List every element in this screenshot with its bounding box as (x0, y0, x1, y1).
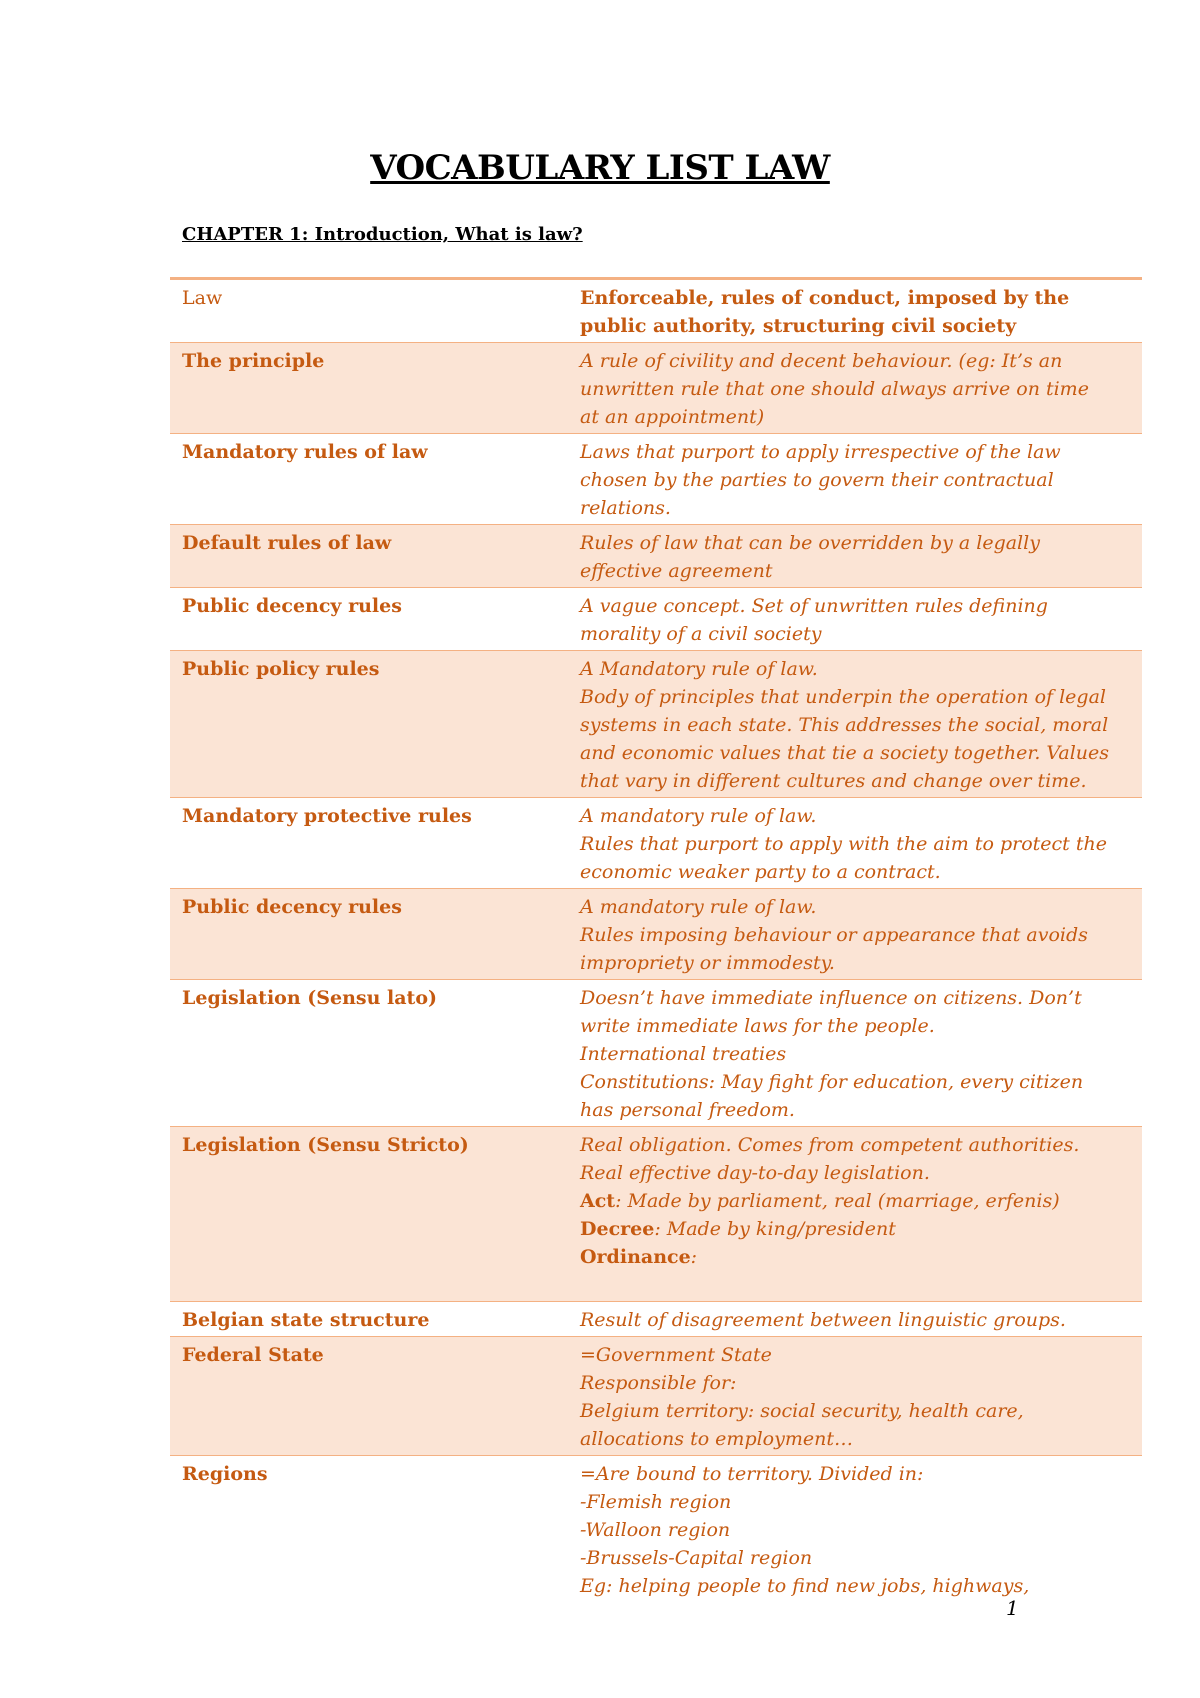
definition-line: systems in each state. This addresses the social, moral (580, 714, 1109, 736)
table-row (170, 1337, 1142, 1456)
decree-label: Decree (580, 1218, 655, 1240)
table-row (170, 1302, 1142, 1337)
definition-line: A rule of civility and decent behaviour. (eg: It’s an (580, 350, 1063, 372)
table-row (170, 889, 1142, 980)
definition-line (580, 1243, 1138, 1271)
term-cell: Belgian state structure (182, 1309, 430, 1331)
definition-line: A mandatory rule of law. (580, 805, 817, 827)
definition-line: Belgium territory: social security, health care, (580, 1400, 1024, 1422)
table-row (170, 1127, 1142, 1302)
definition-cell (580, 1302, 1142, 1336)
definition-line: Doesn’t have immediate influence on citizens. Don’t (580, 987, 1082, 1009)
definition-line: Eg: helping people to find new jobs, highways, (580, 1575, 1030, 1597)
term-cell: Mandatory protective rules (182, 805, 472, 827)
term-cell: The principle (182, 350, 325, 372)
term-cell: Legislation (Sensu Stricto) (182, 1134, 469, 1156)
definition-line: Real obligation. Comes from competent authorities. (580, 1134, 1080, 1156)
definition-line: A vague concept. Set of unwritten rules defining (580, 595, 1048, 617)
table-row (170, 525, 1142, 588)
header-definition (580, 280, 1142, 342)
definition-line: unwritten rule that one should always arrive on time (580, 378, 1089, 400)
term-cell: Legislation (Sensu lato) (182, 987, 437, 1009)
chapter-heading: CHAPTER 1: Introduction, What is law? (182, 224, 583, 245)
term-cell: Regions (182, 1463, 268, 1485)
definition-line: at an appointment) (580, 406, 765, 428)
definition-cell (580, 1337, 1142, 1455)
definition-line (580, 1187, 1138, 1215)
definition-cell (580, 1127, 1142, 1301)
vocabulary-table (170, 277, 1142, 1602)
definition-cell (580, 343, 1142, 433)
definition-line: A Mandatory rule of law. (580, 658, 818, 680)
definition-cell (580, 980, 1142, 1126)
header-term: Law (182, 287, 223, 309)
definition-cell (580, 798, 1142, 888)
act-label: Act (580, 1190, 616, 1212)
term-cell: Mandatory rules of law (182, 441, 428, 463)
definition-line: Constitutions: May fight for education, every citizen (580, 1071, 1084, 1093)
definition-cell (580, 588, 1142, 650)
term-cell: Default rules of law (182, 532, 392, 554)
definition-line: that vary in different cultures and change over time. (580, 770, 1087, 792)
definition-line: Responsible for: (580, 1372, 737, 1394)
definition-cell (580, 525, 1142, 587)
definition-line: =Are bound to territory. Divided in: (580, 1463, 924, 1485)
definition-line: allocations to employment… (580, 1428, 853, 1450)
definition-cell (580, 889, 1142, 979)
definition-line: write immediate laws for the people. (580, 1015, 935, 1037)
definition-cell (580, 651, 1142, 797)
definition-line: Rules of law that can be overridden by a legally (580, 532, 1040, 554)
term-cell: Public decency rules (182, 896, 402, 918)
table-row (170, 588, 1142, 651)
table-header-row (170, 280, 1142, 343)
empty-line (580, 1271, 1138, 1299)
definition-line: Laws that purport to apply irrespective of the law (580, 441, 1061, 463)
definition-line: Rules imposing behaviour or appearance that avoids (580, 924, 1088, 946)
definition-line: Rules that purport to apply with the aim to protect the (580, 833, 1107, 855)
definition-line: -Brussels-Capital region (580, 1547, 813, 1569)
table-row (170, 798, 1142, 889)
definition-line: and economic values that tie a society together. Values (580, 742, 1110, 764)
definition-line: chosen by the parties to govern their contractual (580, 469, 1054, 491)
definition-line: relations. (580, 497, 671, 519)
definition-line: Enforceable, rules of conduct, imposed by the (580, 287, 1070, 309)
definition-line: -Walloon region (580, 1519, 731, 1541)
act-text: : Made by parliament, real (marriage, erfenis) (615, 1190, 1060, 1212)
definition-line (580, 1215, 1138, 1243)
page-title: VOCABULARY LIST LAW (370, 148, 830, 188)
definition-line: economic weaker party to a contract. (580, 861, 941, 883)
definition-cell (580, 1456, 1142, 1602)
definition-line: International treaties (580, 1043, 787, 1065)
table-row (170, 1456, 1142, 1602)
definition-line: Result of disagreement between linguistic groups. (580, 1309, 1066, 1331)
term-cell: Federal State (182, 1344, 324, 1366)
table-row (170, 434, 1142, 525)
term-cell: Public policy rules (182, 658, 380, 680)
definition-line: -Flemish region (580, 1491, 732, 1513)
definition-line: impropriety or immodesty. (580, 952, 835, 974)
table-row (170, 343, 1142, 434)
definition-line: =Government State (580, 1344, 772, 1366)
definition-line: morality of a civil society (580, 623, 822, 645)
definition-line: Real effective day-to-day legislation. (580, 1162, 930, 1184)
table-row (170, 651, 1142, 798)
page-number: 1 (1006, 1596, 1019, 1620)
term-cell: Public decency rules (182, 595, 402, 617)
table-row (170, 980, 1142, 1127)
definition-line: public authority, structuring civil society (580, 315, 1017, 337)
definition-cell (580, 434, 1142, 524)
ordinance-label: Ordinance (580, 1246, 691, 1268)
definition-line: A mandatory rule of law. (580, 896, 817, 918)
definition-line: Body of principles that underpin the operation of legal (580, 686, 1106, 708)
ordinance-text: : (690, 1246, 698, 1268)
decree-text: : Made by king/president (654, 1218, 896, 1240)
definition-line: effective agreement (580, 560, 773, 582)
definition-line: has personal freedom. (580, 1099, 795, 1121)
